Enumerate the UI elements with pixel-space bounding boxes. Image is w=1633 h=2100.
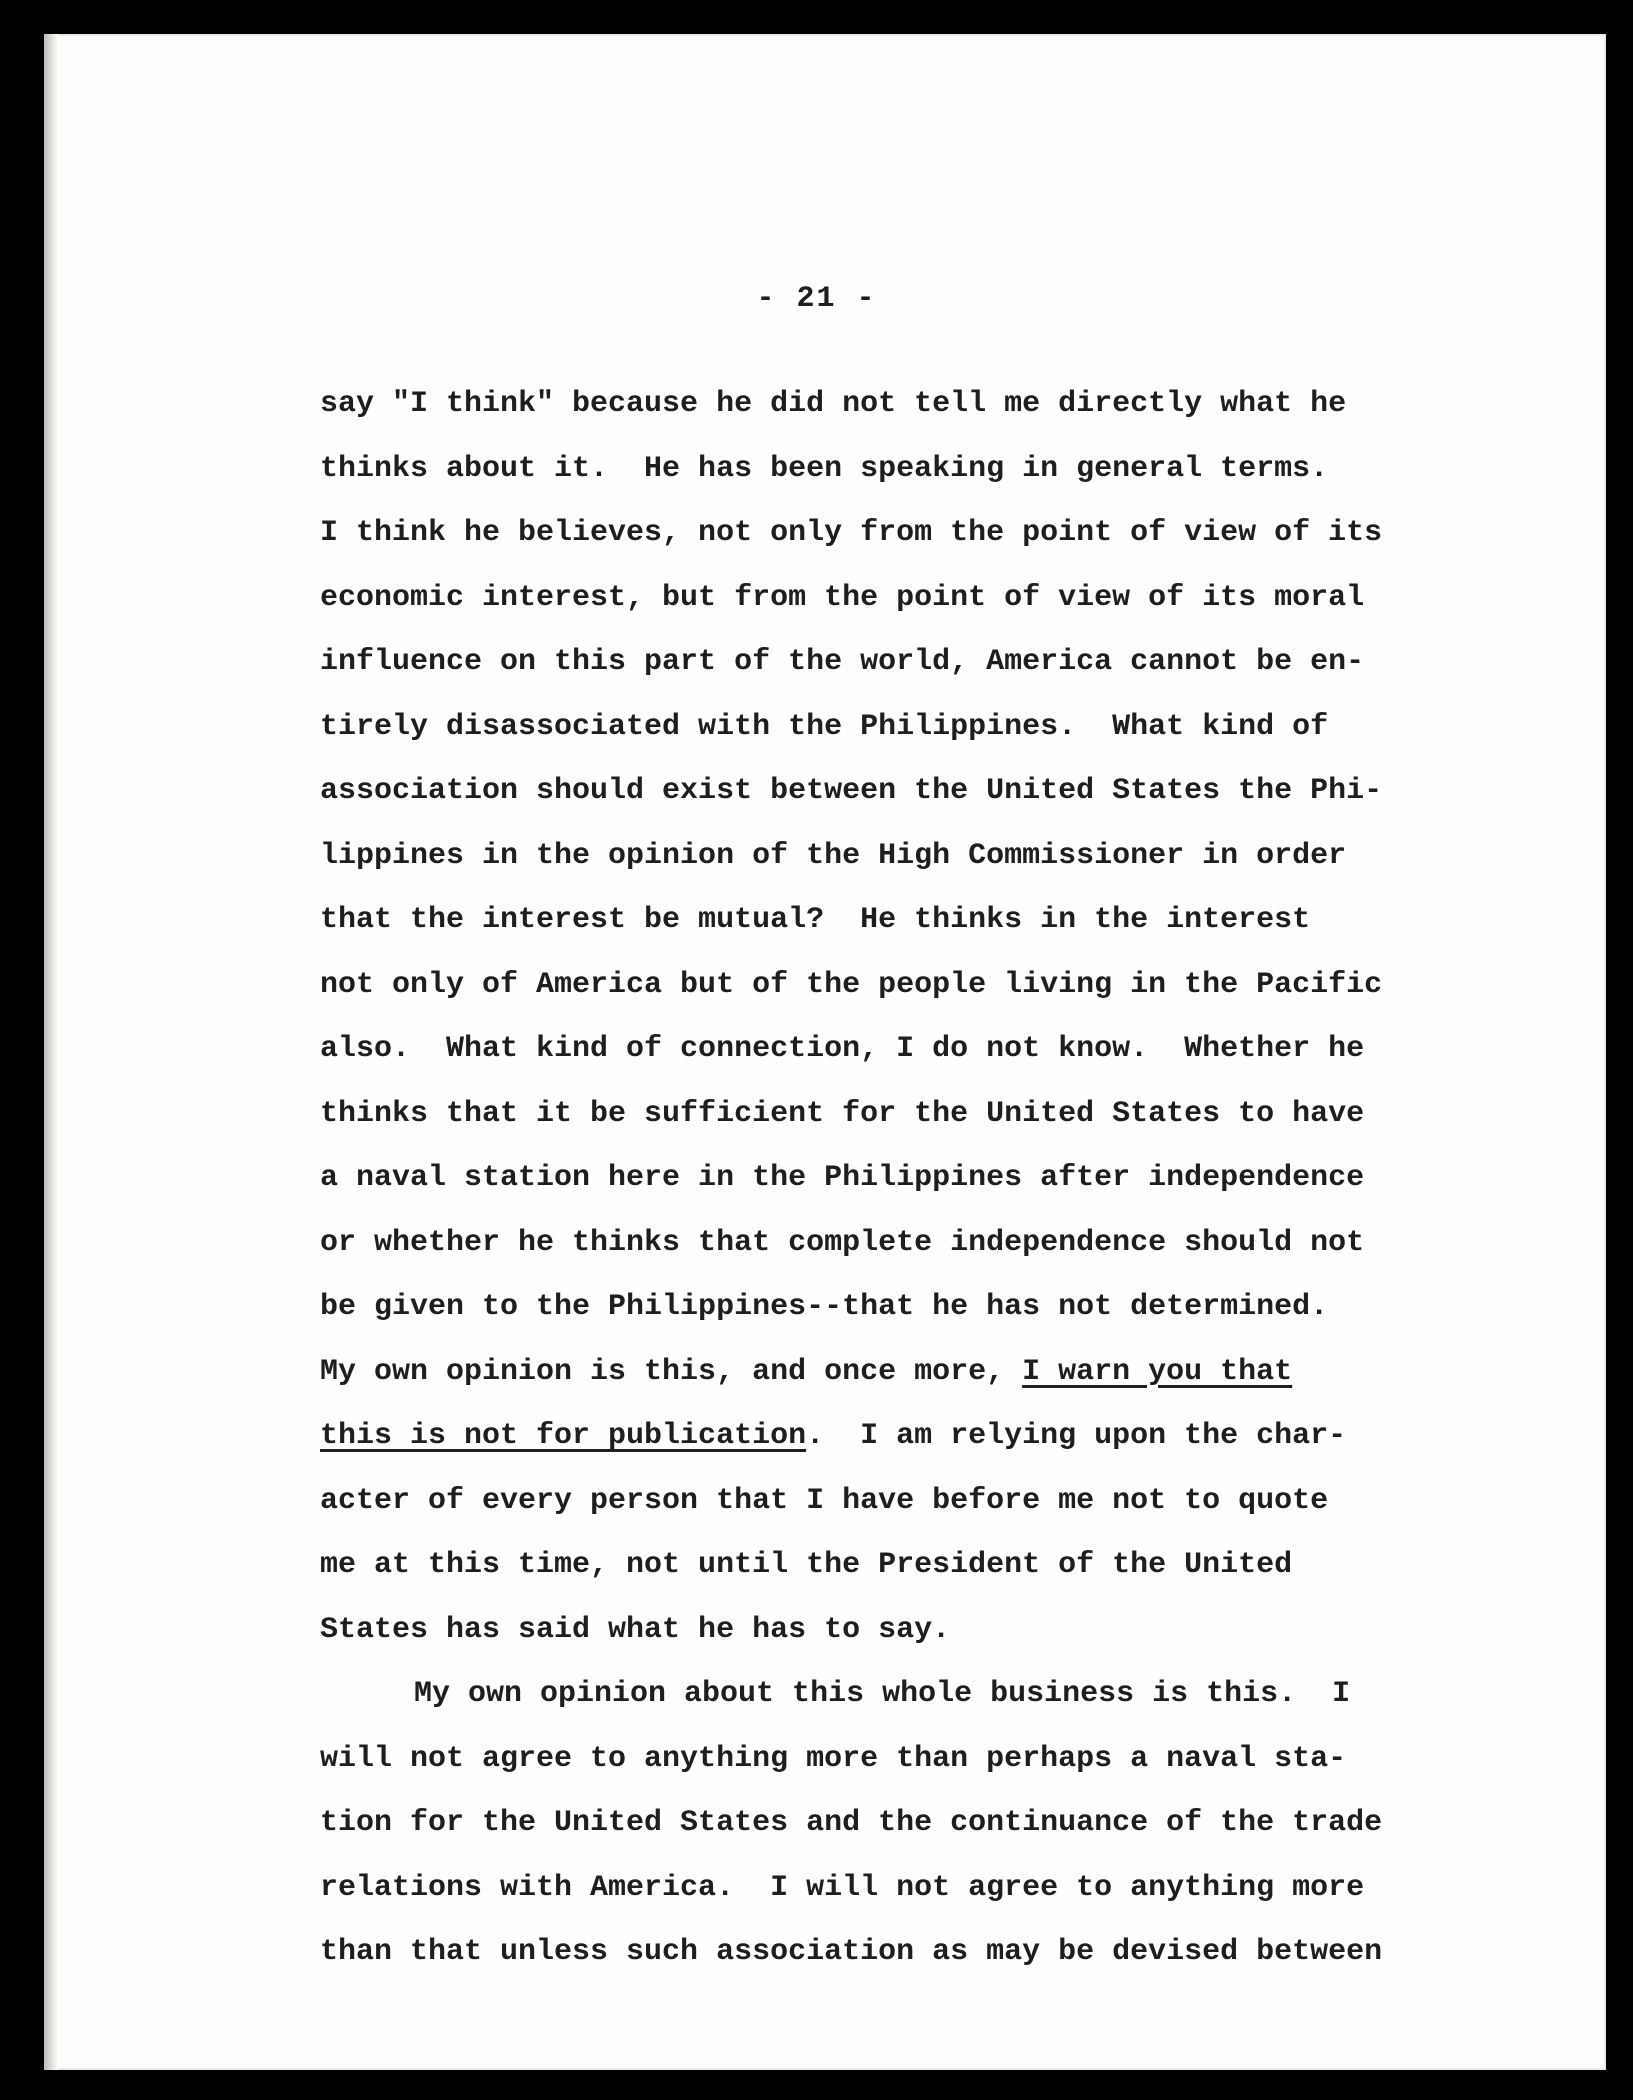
text-line: I think he believes, not only from the point of view of its xyxy=(320,516,1383,550)
text-line: economic interest, but from the point of view of its moral xyxy=(320,580,1365,615)
text-line xyxy=(320,1404,1460,1469)
text-line: tion for the United States and the continuance of the trade xyxy=(320,1806,1383,1840)
text-line: say "I think" because he did not tell me directly what he xyxy=(320,387,1347,421)
text-line: association should exist between the United States the Phi- xyxy=(320,774,1383,808)
text-line: thinks about it. He has been speaking in general terms. xyxy=(320,451,1329,486)
text-line: thinks that it be sufficient for the United States to have xyxy=(320,1096,1365,1131)
typed-body-text xyxy=(320,372,1460,1985)
text-line: not only of America but of the people living in the Pacific xyxy=(320,967,1383,1002)
paragraph-first-line: My own opinion about this whole business is this. I xyxy=(414,1677,1351,1711)
text-line: or whether he thinks that complete independence should not xyxy=(320,1225,1365,1260)
text-line: a naval station here in the Philippines after independence xyxy=(320,1161,1365,1195)
text-line: acter of every person that I have before me not to quote xyxy=(320,1483,1329,1518)
page-number: - 21 - xyxy=(756,282,877,316)
text-line: will not agree to anything more than perhaps a naval sta- xyxy=(320,1741,1347,1776)
underlined-warning: this is not for publication xyxy=(320,1419,807,1453)
text-line: tirely disassociated with the Philippines. What kind of xyxy=(320,709,1329,744)
text-line: than that unless such association as may be devised between xyxy=(320,1935,1383,1969)
text-line: lippines in the opinion of the High Commissioner in order xyxy=(320,838,1347,873)
text-line: also. What kind of connection, I do not know. Whether he xyxy=(320,1032,1365,1066)
text-line xyxy=(320,1340,1460,1405)
text-line: influence on this part of the world, America cannot be en- xyxy=(320,645,1365,679)
text-line: States has said what he has to say. xyxy=(320,1612,951,1647)
text-line: be given to the Philippines--that he has not determined. xyxy=(320,1290,1329,1324)
text-line: me at this time, not until the President of the United xyxy=(320,1548,1293,1582)
text-segment: . I am relying upon the char- xyxy=(806,1419,1347,1453)
text-segment: My own opinion is this, and once more, xyxy=(320,1354,1023,1389)
text-line: that the interest be mutual? He thinks in the interest xyxy=(320,903,1311,937)
underlined-warning: I warn you that xyxy=(1022,1354,1293,1389)
text-line: relations with America. I will not agree to anything more xyxy=(320,1870,1365,1905)
page-edge-shadow xyxy=(44,34,58,2070)
